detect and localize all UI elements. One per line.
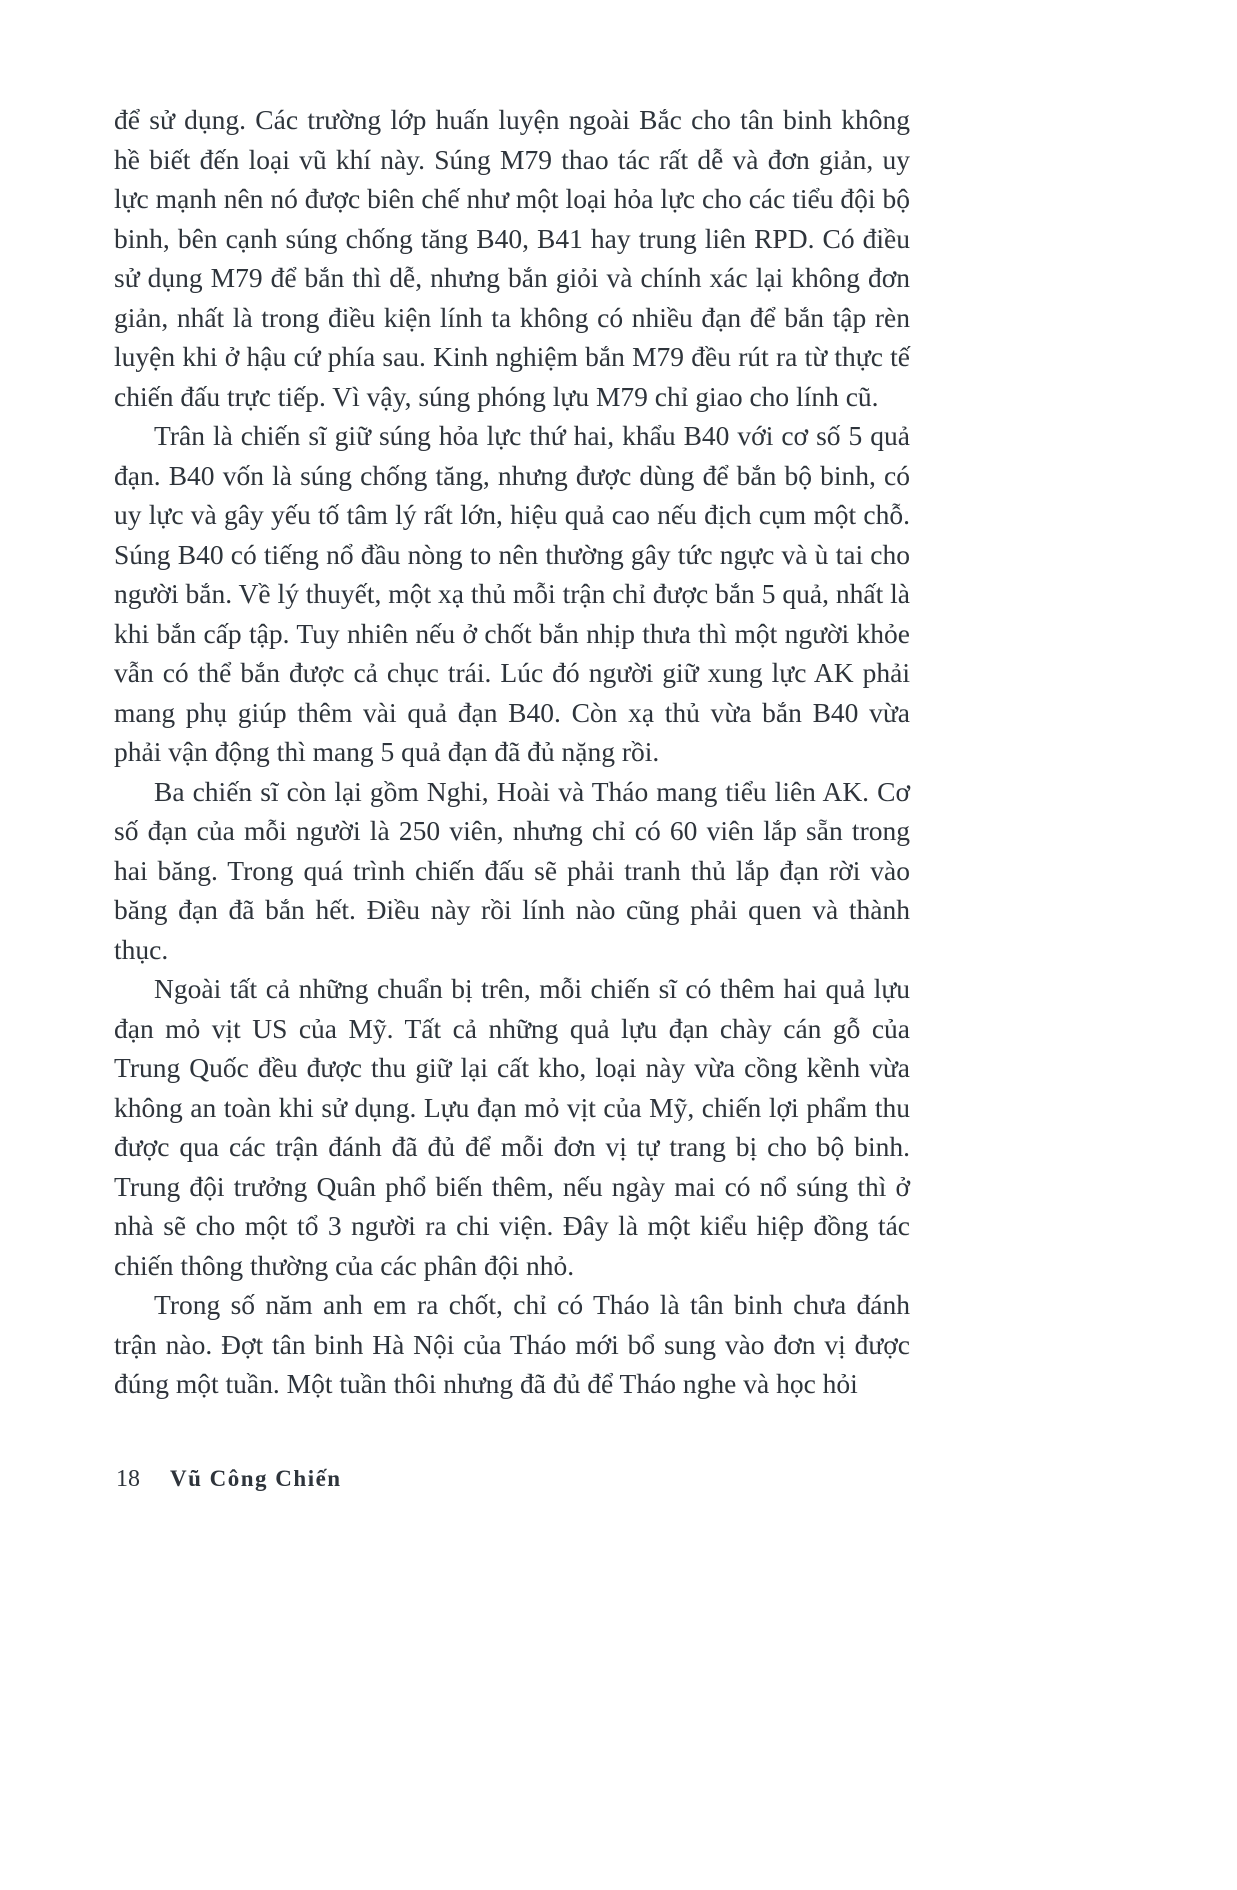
page-number: 18: [116, 1466, 140, 1492]
body-text: [114, 100, 910, 1404]
paragraph: Ngoài tất cả những chuẩn bị trên, mỗi chiến sĩ có thêm hai quả lựu đạn mỏ vịt US của Mỹ. Tất cả những quả lựu đạn chày cán gỗ của Trung Quốc đều được thu giữ lại cất kho, loại này vừa cồng kềnh vừa không an toàn khi sử dụng. Lựu đạn mỏ vịt của Mỹ, chiến lợi phẩm thu được qua các trận đánh đã đủ để mỗi đơn vị tự trang bị cho bộ binh. Trung đội trưởng Quân phổ biến thêm, nếu ngày mai có nổ súng thì ở nhà sẽ cho một tổ 3 người ra chi viện. Đây là một kiểu hiệp đồng tác chiến thông thường của các phân đội nhỏ.: [114, 973, 910, 1281]
paragraph: Trân là chiến sĩ giữ súng hỏa lực thứ hai, khẩu B40 với cơ số 5 quả đạn. B40 vốn là súng chống tăng, nhưng được dùng để bắn bộ binh, có uy lực và gây yếu tố tâm lý rất lớn, hiệu quả cao nếu địch cụm một chỗ. Súng B40 có tiếng nổ đầu nòng to nên thường gây tức ngực và ù tai cho người bắn. Về lý thuyết, một xạ thủ mỗi trận chỉ được bắn 5 quả, nhất là khi bắn cấp tập. Tuy nhiên nếu ở chốt bắn nhịp thưa thì một người khỏe vẫn có thể bắn được cả chục trái. Lúc đó người giữ xung lực AK phải mang phụ giúp thêm vài quả đạn B40. Còn xạ thủ vừa bắn B40 vừa phải vận động thì mang 5 quả đạn đã đủ nặng rồi.: [114, 420, 910, 767]
page-footer: [116, 1466, 342, 1493]
paragraph: Ba chiến sĩ còn lại gồm Nghi, Hoài và Tháo mang tiểu liên AK. Cơ số đạn của mỗi người là 250 viên, nhưng chỉ có 60 viên lắp sẵn trong hai băng. Trong quá trình chiến đấu sẽ phải tranh thủ lắp đạn rời vào băng đạn đã bắn hết. Điều này rồi lính nào cũng phải quen và thành thục.: [114, 775, 910, 965]
paragraph-continuation: để sử dụng. Các trường lớp huấn luyện ngoài Bắc cho tân binh không hề biết đến loại vũ khí này. Súng M79 thao tác rất dễ và đơn giản, uy lực mạnh nên nó được biên chế như một loại hỏa lực cho các tiểu đội bộ binh, bên cạnh súng chống tăng B40, B41 hay trung liên RPD. Có điều sử dụng M79 để bắn thì dễ, nhưng bắn giỏi và chính xác lại không đơn giản, nhất là trong điều kiện lính ta không có nhiều đạn để bắn tập rèn luyện khi ở hậu cứ phía sau. Kinh nghiệm bắn M79 đều rút ra từ thực tế chiến đấu trực tiếp. Vì vậy, súng phóng lựu M79 chỉ giao cho lính cũ.: [114, 104, 910, 412]
author-name: Vũ Công Chiến: [170, 1466, 342, 1491]
paragraph: Trong số năm anh em ra chốt, chỉ có Tháo là tân binh chưa đánh trận nào. Đợt tân binh Hà Nội của Tháo mới bổ sung vào đơn vị được đúng một tuần. Một tuần thôi nhưng đã đủ để Tháo nghe và học hỏi: [114, 1289, 910, 1399]
